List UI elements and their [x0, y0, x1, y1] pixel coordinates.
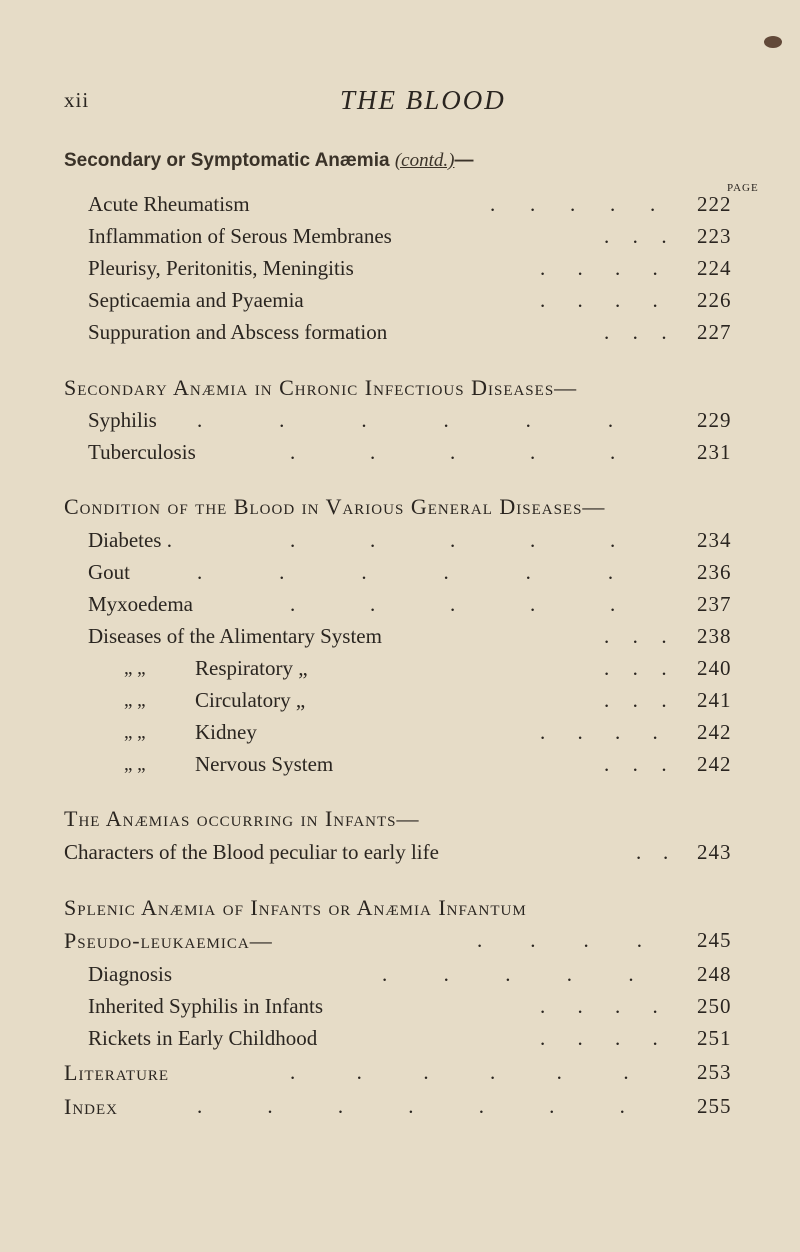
toc-entry-label: Circulatory „	[195, 688, 306, 712]
leader-dot: .	[650, 192, 656, 216]
leader-dot: .	[490, 192, 496, 216]
section-heading-secondary-anaemia	[64, 150, 473, 172]
leader-dot: .	[450, 528, 456, 552]
leader-dot: .	[197, 408, 203, 432]
toc-entry-label: Nervous System	[195, 752, 334, 776]
leader-dot: .	[370, 528, 376, 552]
toc-page-number: 250	[697, 994, 732, 1018]
leader-dot: .	[530, 928, 536, 952]
toc-entry-label: Acute Rheumatism	[88, 192, 250, 216]
ditto-marks: „ „	[124, 754, 146, 775]
leader-dot: .	[267, 1094, 273, 1118]
leader-dot: .	[423, 1060, 429, 1084]
toc-entry-label: Pleurisy, Peritonitis, Meningitis	[88, 256, 354, 280]
leader-dot: .	[623, 1060, 629, 1084]
leader-dot: .	[628, 962, 634, 986]
leader-dot: .	[443, 962, 449, 986]
leader-dot: .	[632, 224, 638, 248]
toc-entry-label: Inherited Syphilis in Infants	[88, 994, 324, 1018]
toc-entry-label: Tuberculosis	[88, 440, 196, 464]
leader-dot: .	[540, 1026, 546, 1050]
leader-dot: .	[604, 688, 610, 712]
leader-dot: .	[197, 560, 203, 584]
leader-dot: .	[632, 624, 638, 648]
leader-dot: .	[615, 720, 621, 744]
leader-dot: .	[610, 528, 616, 552]
leader-dot: .	[577, 256, 583, 280]
leader-dot: .	[540, 994, 546, 1018]
leader-dot: .	[477, 928, 483, 952]
section-title: Secondary or Symptomatic Anæmia	[64, 150, 390, 171]
leader-dot: .	[661, 752, 667, 776]
leader-dot: .	[652, 256, 658, 280]
toc-page-number: 251	[697, 1026, 732, 1050]
leader-dot: .	[450, 592, 456, 616]
leader-dot: .	[610, 592, 616, 616]
toc-page-number: 242	[697, 720, 732, 744]
leader-dot: .	[540, 720, 546, 744]
leader-dot: .	[361, 408, 367, 432]
leader-dot: .	[530, 528, 536, 552]
toc-page-number: 253	[697, 1060, 732, 1084]
toc-page-number: 234	[697, 528, 732, 552]
leader-dot: .	[604, 624, 610, 648]
leader-dot: .	[604, 656, 610, 680]
leader-dot: .	[652, 994, 658, 1018]
toc-page-number: 238	[697, 624, 732, 648]
toc-entry-label: Diabetes .	[88, 528, 172, 552]
leader-dot: .	[607, 408, 614, 432]
toc-entry-label: Suppuration and Abscess formation	[88, 320, 388, 344]
contd-note: (contd.)	[394, 150, 455, 171]
leader-dot: .	[652, 288, 658, 312]
leader-dot: .	[577, 1026, 583, 1050]
leader-dot: .	[290, 1060, 296, 1084]
leader-dot: .	[443, 560, 449, 584]
leader-dot: .	[370, 440, 376, 464]
leader-dot: .	[632, 688, 638, 712]
toc-entry-label: Kidney	[195, 720, 257, 744]
leader-dot: .	[652, 720, 658, 744]
running-title: THE BLOOD	[340, 85, 506, 115]
leader-dot: .	[478, 1094, 484, 1118]
leader-dot: .	[663, 840, 669, 864]
toc-entry-label: Diagnosis	[88, 962, 172, 986]
leader-dot: .	[661, 688, 667, 712]
section-heading-infants: The Anæmias occurring in Infants—	[64, 806, 420, 831]
leader-dot: .	[505, 962, 511, 986]
page-column-label: PAGE	[727, 182, 759, 194]
toc-page-number: 236	[697, 560, 732, 584]
leader-dot: .	[577, 994, 583, 1018]
leader-dot: .	[197, 1094, 203, 1118]
page-folio: xii	[64, 88, 90, 112]
toc-page-number: 227	[697, 320, 732, 344]
leader-dot: .	[549, 1094, 555, 1118]
toc-page-number: 224	[697, 256, 732, 280]
leader-dot: .	[577, 720, 583, 744]
leader-dot: .	[279, 408, 285, 432]
toc-page-number: 231	[697, 440, 732, 464]
leader-dot: .	[290, 528, 296, 552]
leader-dot: .	[661, 656, 667, 680]
toc-entry-label: Inflammation of Serous Membranes	[88, 224, 392, 248]
leader-dot: .	[604, 752, 610, 776]
leader-dot: .	[530, 440, 536, 464]
leader-dot: .	[290, 592, 296, 616]
toc-page-number: 243	[697, 840, 732, 864]
heading-dash: —	[454, 150, 474, 171]
leader-dot: .	[652, 1026, 658, 1050]
leader-dot: .	[530, 592, 536, 616]
leader-dot: .	[615, 288, 621, 312]
leader-dot: .	[615, 1026, 621, 1050]
leader-dot: .	[632, 752, 638, 776]
toc-page-number: 226	[697, 288, 732, 312]
leader-dot: .	[566, 962, 573, 986]
toc-entry-label: Diseases of the Alimentary System	[88, 624, 382, 648]
toc-entry-label: Gout	[88, 560, 130, 584]
leader-dot: .	[661, 320, 667, 344]
leader-dot: .	[583, 928, 589, 952]
leader-dot: .	[450, 440, 456, 464]
toc-page-number: 237	[697, 592, 732, 616]
leader-dot: .	[279, 560, 285, 584]
leader-dot: .	[619, 1094, 625, 1118]
toc-page-number: 255	[697, 1094, 732, 1118]
leader-dot: .	[615, 994, 621, 1018]
leader-dot: .	[632, 656, 638, 680]
leader-dot: .	[370, 592, 376, 616]
leader-dot: .	[337, 1094, 344, 1118]
leader-dot: .	[382, 962, 388, 986]
leader-dot: .	[540, 288, 546, 312]
toc-page-number: 222	[697, 192, 732, 216]
ditto-marks: „ „	[124, 690, 146, 711]
toc-page-number: 240	[697, 656, 732, 680]
leader-dot: .	[636, 840, 642, 864]
leader-dot: .	[604, 320, 610, 344]
leader-dot: .	[661, 624, 667, 648]
toc-entry-label: Myxoedema	[88, 592, 193, 616]
leader-dot: .	[610, 192, 616, 216]
leader-dot: .	[525, 560, 531, 584]
leader-dot: .	[636, 928, 642, 952]
leader-dot: .	[632, 320, 638, 344]
leader-dot: .	[540, 256, 546, 280]
toc-entry-literature: Literature	[64, 1060, 170, 1085]
toc-entry-label: Syphilis	[88, 408, 157, 432]
leader-dot: .	[607, 560, 614, 584]
leader-dot: .	[530, 192, 536, 216]
leader-dot: .	[556, 1060, 562, 1084]
ditto-marks: „ „	[124, 658, 146, 679]
leader-dot: .	[361, 560, 367, 584]
leader-dot: .	[577, 288, 583, 312]
toc-entry-label: Respiratory „	[195, 656, 308, 680]
leader-dot: .	[490, 1060, 496, 1084]
leader-dot: .	[615, 256, 621, 280]
toc-page-number: 245	[697, 928, 732, 952]
toc-page-number: 223	[697, 224, 732, 248]
toc-page-number: 248	[697, 962, 732, 986]
toc-page-number: 242	[697, 752, 732, 776]
section-heading-general-diseases: Condition of the Blood in Various General Diseases—	[64, 494, 606, 519]
section-heading-chronic-infectious: Secondary Anæmia in Chronic Infectious Diseases—	[64, 375, 578, 400]
section-heading-splenic-anaemia: Splenic Anæmia of Infants or Anæmia Infantum	[64, 895, 527, 920]
leader-dot: .	[570, 192, 576, 216]
ink-stain	[764, 36, 782, 48]
toc-entry-label: Characters of the Blood peculiar to early life	[64, 840, 439, 864]
leader-dot: .	[356, 1060, 362, 1084]
leader-dot: .	[290, 440, 296, 464]
section-subheading-pseudo-leukaemica: Pseudo-leukaemica—	[64, 928, 273, 953]
leader-dot: .	[525, 408, 531, 432]
toc-entry-label: Rickets in Early Childhood	[88, 1026, 318, 1050]
toc-entry-label: Septicaemia and Pyaemia	[88, 288, 304, 312]
leader-dot: .	[661, 224, 667, 248]
leader-dot: .	[443, 408, 449, 432]
toc-entry-index: Index	[64, 1094, 118, 1119]
leader-dot: .	[604, 224, 610, 248]
leader-dot: .	[408, 1094, 414, 1118]
toc-page-number: 241	[697, 688, 732, 712]
toc-page-number: 229	[697, 408, 732, 432]
ditto-marks: „ „	[124, 722, 146, 743]
leader-dot: .	[610, 440, 616, 464]
